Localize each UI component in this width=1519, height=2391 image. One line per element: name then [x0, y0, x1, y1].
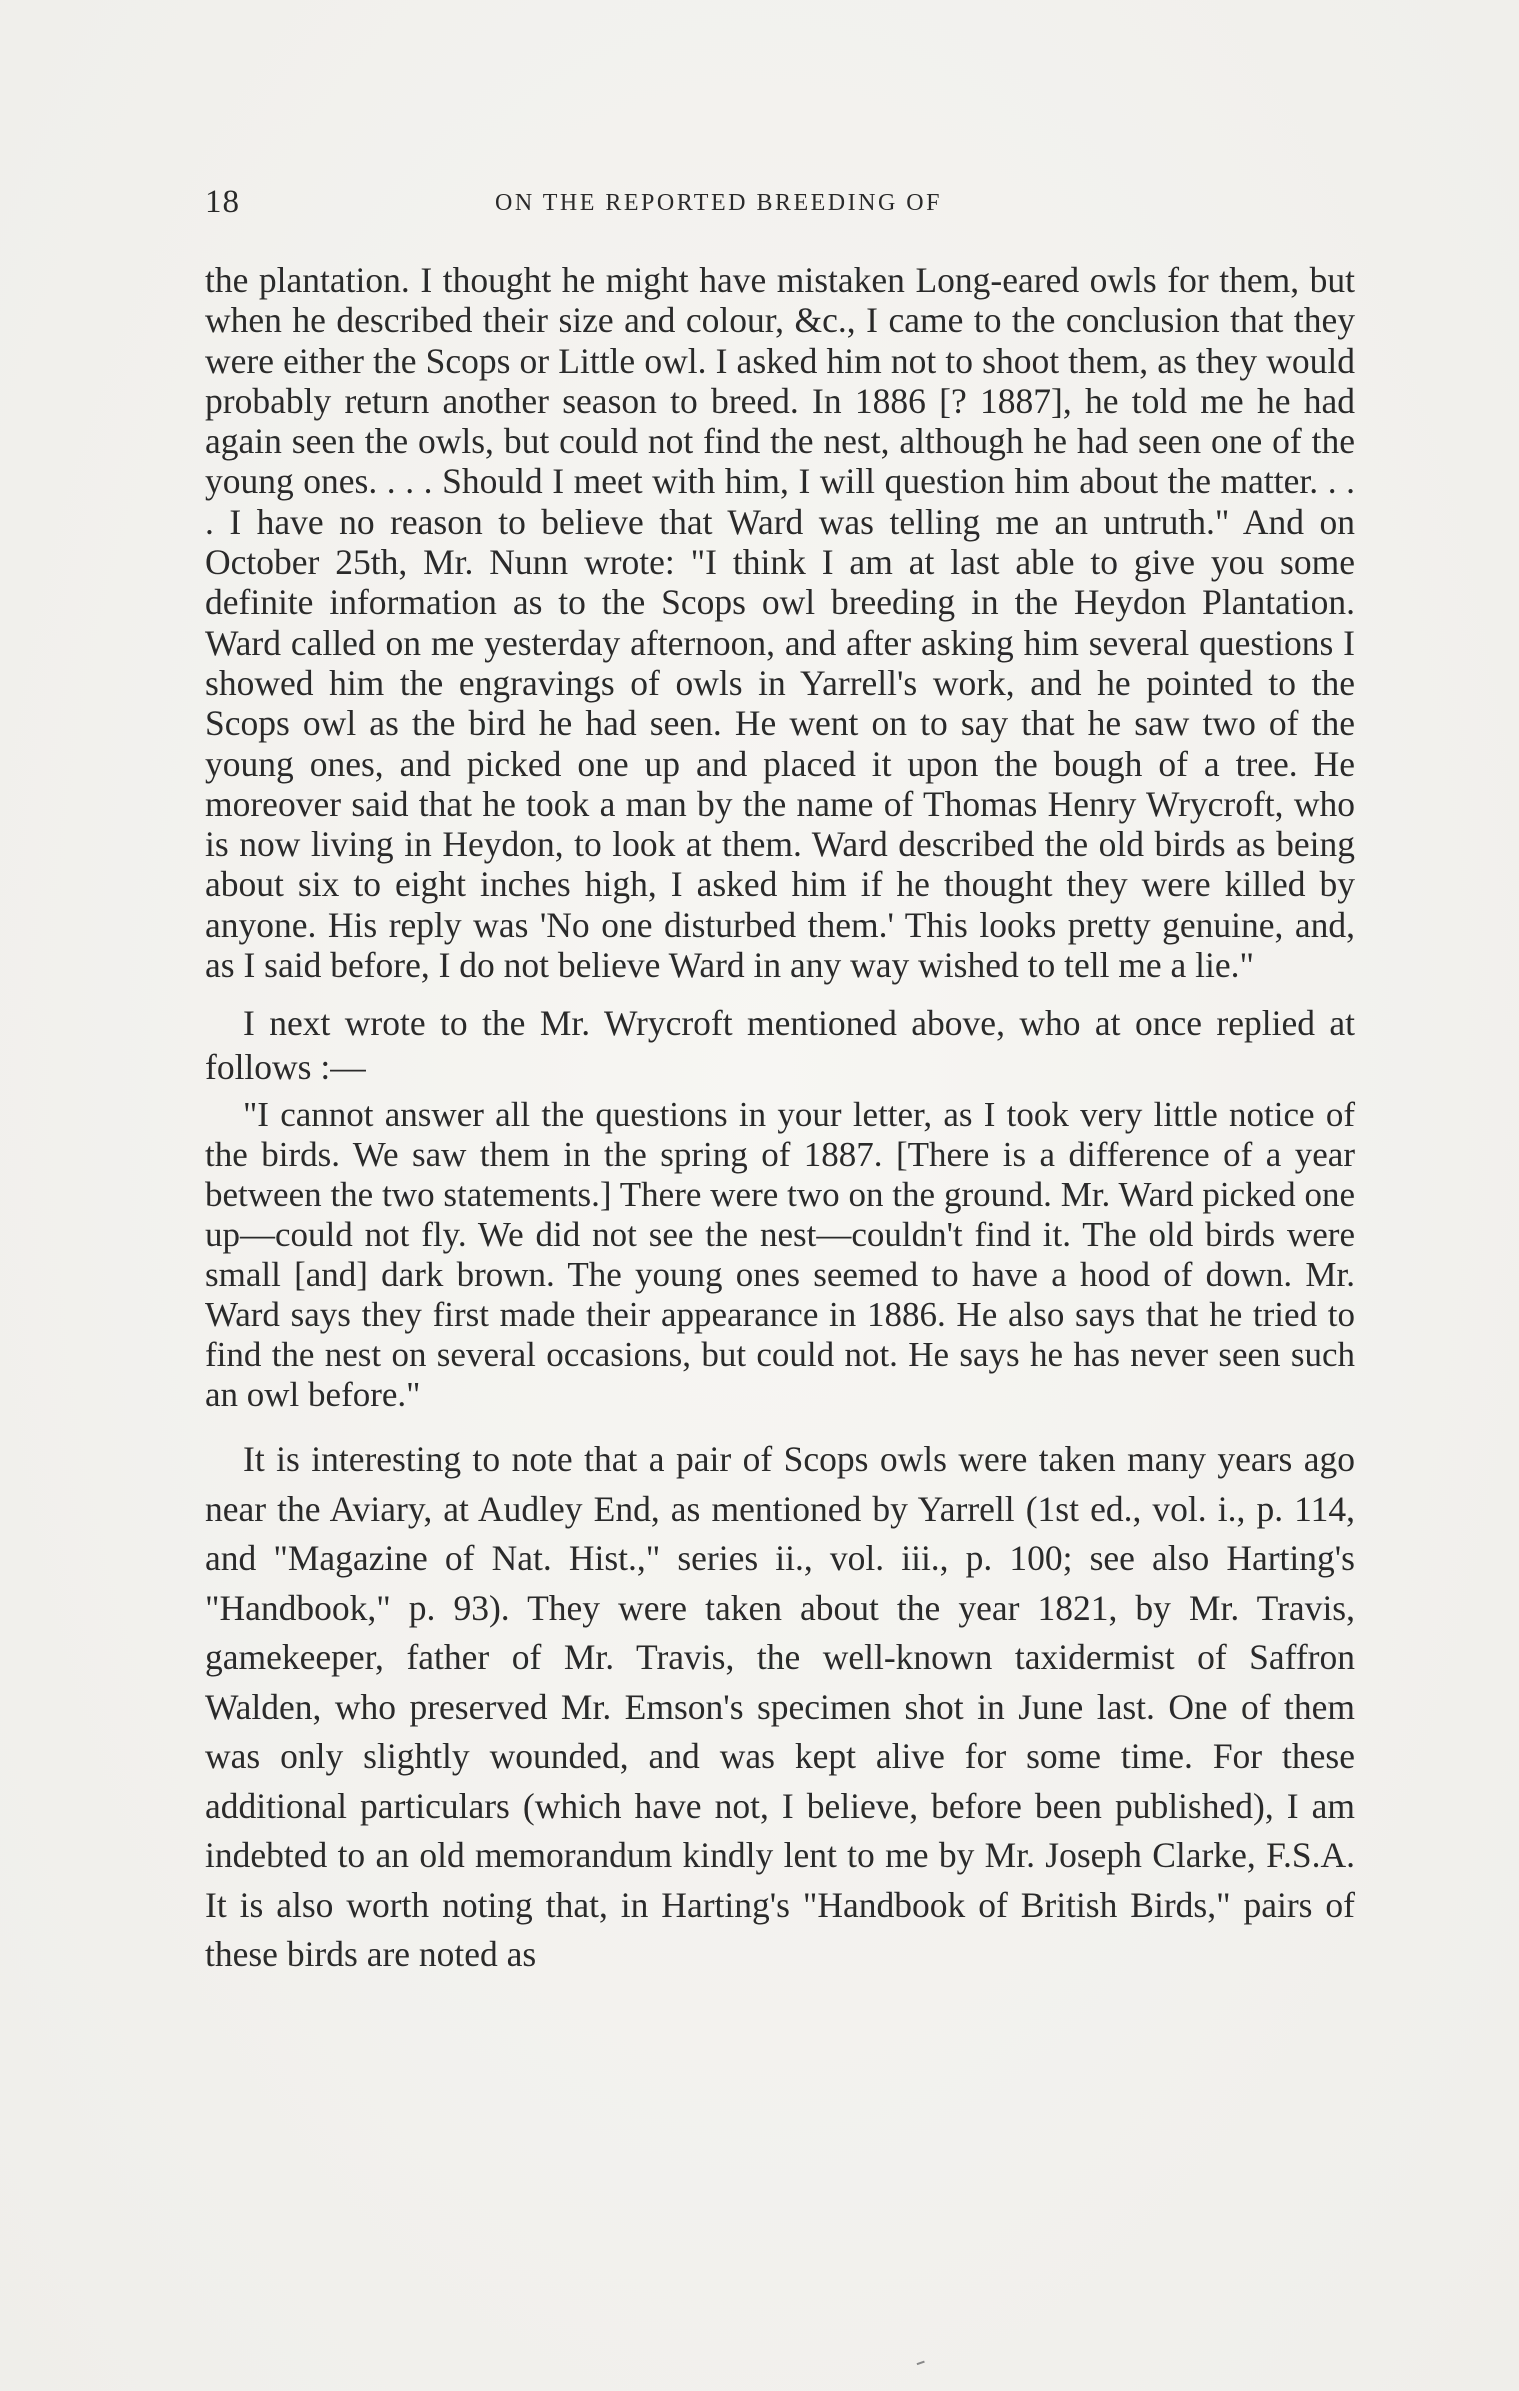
- running-title: ON THE REPORTED BREEDING OF: [495, 190, 942, 216]
- paragraph-wrycroft-letter: "I cannot answer all the questions in your letter, as I took very little notice of the birds. We saw them in the spring of 1887. [There is a difference of a year between the two statements.] There were two on the ground. Mr. Ward picked one up—could not fly. We did not see the nest—couldn't find it. The old birds were small [and] dark brown. The young ones seemed to have a hood of down. Mr. Ward says they first made their appearance in 1886. He also says that he tried to find the nest on several occasions, but could not. He says he has never seen such an owl before.": [205, 1095, 1355, 1415]
- body-text: [205, 260, 1355, 1980]
- paragraph-wrycroft-intro: I next wrote to the Mr. Wrycroft mentioned above, who at once replied at follows :—: [205, 1003, 1355, 1088]
- running-header: [205, 184, 1355, 224]
- paper-speck-mark: [915, 2357, 925, 2365]
- paragraph-continued: the plantation. I thought he might have mistaken Long-eared owls for them, but when he described their size and colour, &c., I came to the conclusion that they were either the Scops or Little owl. I asked him not to shoot them, as they would probably return another season to breed. In 1886 [? 1887], he told me he had again seen the owls, but could not find the nest, although he had seen one of the young ones. . . . Should I meet with him, I will question him about the matter. . . . I have no reason to believe that Ward was telling me an untruth." And on October 25th, Mr. Nunn wrote: "I think I am at last able to give you some definite information as to the Scops owl breeding in the Heydon Plantation. Ward called on me yesterday afternoon, and after asking him several questions I showed him the engravings of owls in Yarrell's work, and he pointed to the Scops owl as the bird he had seen. He went on to say that he saw two of the young ones, and picked one up and placed it upon the bough of a tree. He moreover said that he took a man by the name of Thomas Henry Wrycroft, who is now living in Heydon, to look at them. Ward described the old birds as being about six to eight inches high, I asked him if he thought they were killed by anyone. His reply was 'No one disturbed them.' This looks pretty genuine, and, as I said before, I do not believe Ward in any way wished to tell me a lie.": [205, 260, 1355, 986]
- paragraph-audley-end: It is interesting to note that a pair of Scops owls were taken many years ago near the Aviary, at Audley End, as mentioned by Yarrell (1st ed., vol. i., p. 114, and "Magazine of Nat. Hist.," series ii., vol. iii., p. 100; see also Harting's "Handbook," p. 93). They were taken about the year 1821, by Mr. Travis, gamekeeper, father of Mr. Travis, the well-known taxidermist of Saffron Walden, who preserved Mr. Emson's specimen shot in June last. One of them was only slightly wounded, and was kept alive for some time. For these additional particulars (which have not, I believe, before been published), I am indebted to an old memorandum kindly lent to me by Mr. Joseph Clarke, F.S.A. It is also worth noting that, in Harting's "Handbook of British Birds," pairs of these birds are noted as: [205, 1439, 1355, 1975]
- page-number: 18: [205, 184, 240, 220]
